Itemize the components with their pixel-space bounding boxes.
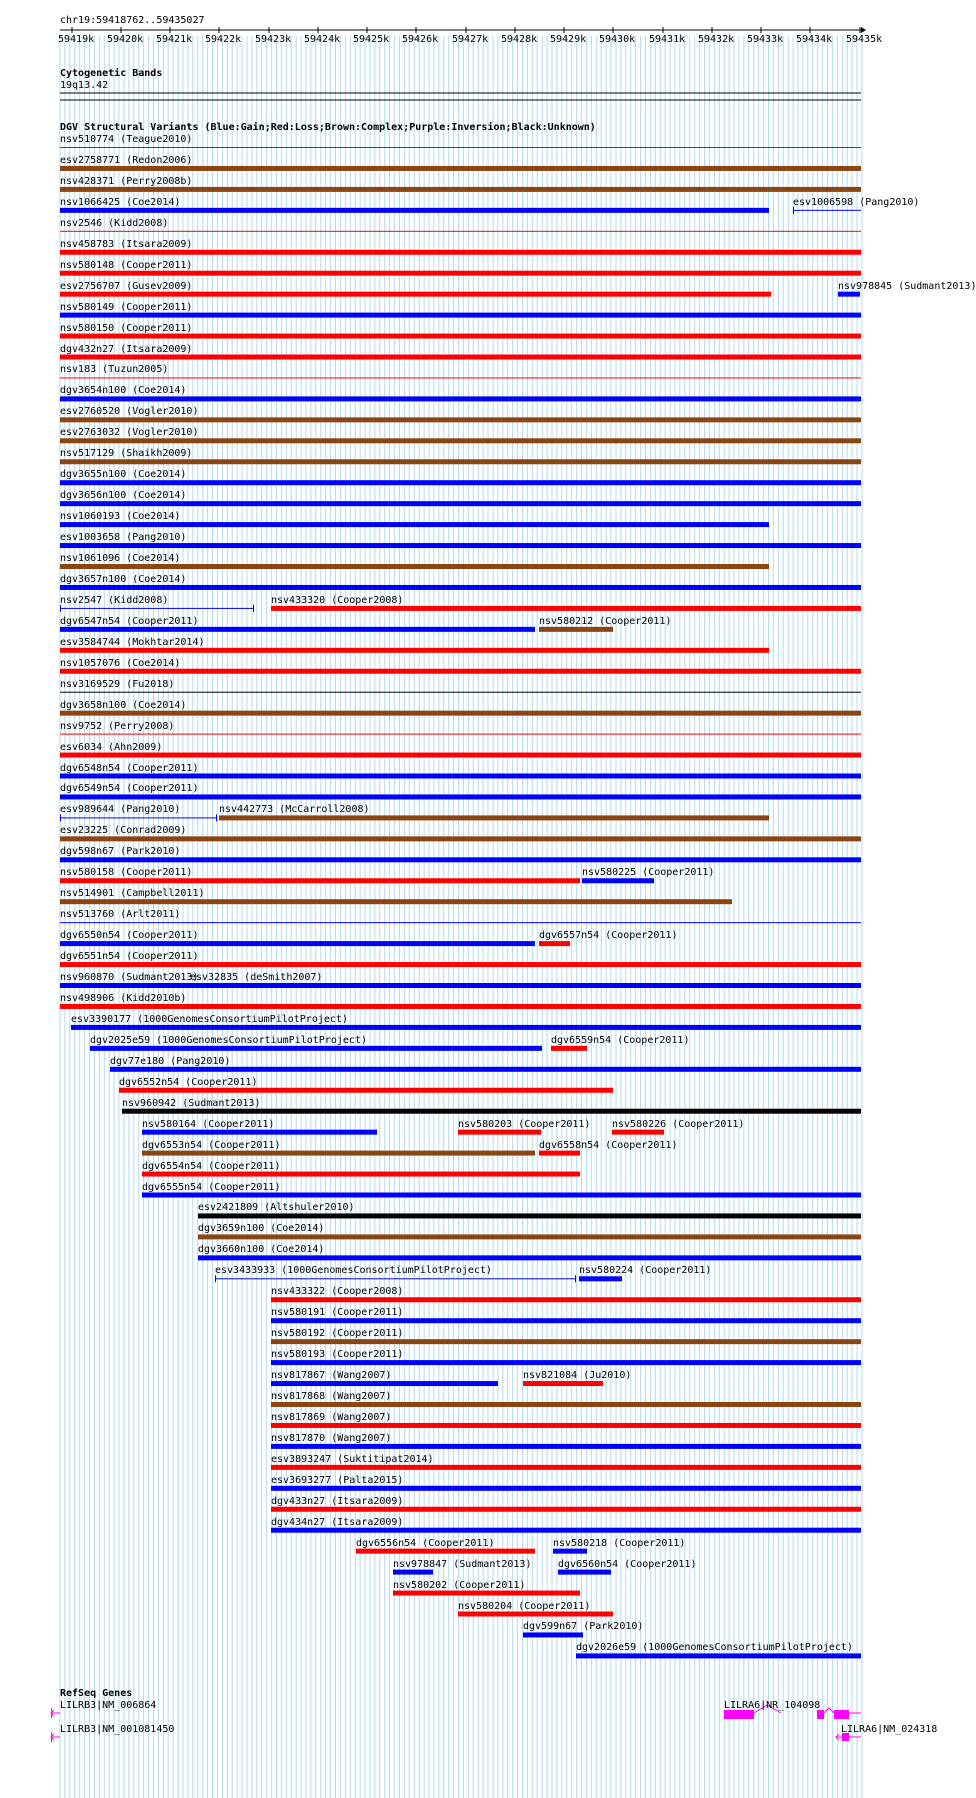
variant-bar (271, 1465, 861, 1470)
variant-bar (60, 983, 190, 988)
variant-label[interactable]: dgv3659n100 (Coe2014) (198, 1223, 325, 1235)
ruler-tick-label: 59427k (452, 34, 489, 45)
variant-end-tick (215, 1275, 216, 1282)
variant-bar (60, 692, 861, 693)
cytoband-label: 19q13.42 (60, 80, 109, 91)
variant-label[interactable]: nsv580193 (Cooper2011) (271, 1349, 404, 1361)
variant-label[interactable]: nsv580218 (Cooper2011) (553, 1537, 686, 1549)
variant-bar (60, 166, 861, 171)
variant-bar (271, 1339, 861, 1344)
variant-label[interactable]: nsv514901 (Campbell2011) (60, 888, 205, 900)
variant-label[interactable]: nsv817867 (Wang2007) (271, 1370, 392, 1382)
variant-label[interactable]: nsv580212 (Cooper2011) (539, 615, 672, 627)
variant-bar (60, 734, 861, 735)
variant-bar (576, 1653, 861, 1658)
variant-bar (60, 438, 861, 443)
variant-label[interactable]: esv2758771 (Redon2006) (60, 154, 193, 166)
variant-label[interactable]: esv2763032 (Vogler2010) (60, 427, 199, 439)
variant-label[interactable]: dgv598n67 (Park2010) (60, 846, 181, 858)
variant-label[interactable]: dgv2026e59 (1000GenomesConsortiumPilotProject) (576, 1642, 853, 1654)
variant-bar (198, 1255, 861, 1260)
variant-bar (198, 1234, 861, 1239)
variant-label[interactable]: dgv3655n100 (Coe2014) (60, 469, 187, 481)
refseq-track-title: RefSeq Genes (60, 1688, 133, 1699)
variant-label[interactable]: nsv513760 (Arlt2011) (60, 909, 181, 921)
variant-bar (582, 878, 654, 883)
variant-end-tick (60, 605, 61, 612)
variant-bar (60, 522, 769, 527)
ruler-tick-label: 59433k (747, 34, 784, 45)
variant-label[interactable]: esv1006598 (Pang2010) (793, 196, 920, 208)
variant-label[interactable]: dgv6548n54 (Cooper2011) (60, 762, 199, 774)
ruler-tick-label: 59434k (796, 34, 833, 45)
ruler-tick-label: 59430k (599, 34, 636, 45)
variant-label[interactable]: dgv6559n54 (Cooper2011) (551, 1034, 690, 1046)
variant-label[interactable]: nsv580224 (Cooper2011) (579, 1265, 712, 1277)
ruler-tick-label: 59420k (107, 34, 144, 45)
ruler-tick-label: 59432k (698, 34, 735, 45)
variant-label[interactable]: dgv6557n54 (Cooper2011) (539, 930, 678, 942)
variant-bar (60, 250, 861, 255)
variant-label[interactable]: nsv2547 (Kidd2008) (60, 594, 169, 606)
variant-end-tick (575, 1275, 576, 1282)
variant-label[interactable]: dgv599n67 (Park2010) (523, 1621, 644, 1633)
variant-bar (271, 1486, 861, 1491)
variant-label[interactable]: nsv580204 (Cooper2011) (458, 1600, 591, 1612)
variant-label[interactable]: nsv817870 (Wang2007) (271, 1432, 392, 1444)
variant-label[interactable]: dgv432n27 (Itsara2009) (60, 343, 193, 355)
variant-bar (558, 1570, 611, 1575)
variant-label[interactable]: nsv3169529 (Fu2018) (60, 678, 175, 690)
variant-bar (60, 564, 769, 569)
variant-label[interactable]: dgv6551n54 (Cooper2011) (60, 951, 199, 963)
variant-bar (60, 669, 861, 674)
variant-bar (539, 1151, 580, 1156)
cytoband-track-title: Cytogenetic Bands (60, 68, 163, 79)
variant-bar (60, 794, 861, 799)
variant-label[interactable]: dgv77e180 (Pang2010) (110, 1055, 231, 1067)
variant-label[interactable]: nsv580202 (Cooper2011) (393, 1579, 526, 1591)
variant-bar (60, 627, 535, 632)
variant-label[interactable]: dgv3656n100 (Coe2014) (60, 490, 187, 502)
variant-label[interactable]: nsv580149 (Cooper2011) (60, 301, 193, 313)
variant-bar (539, 941, 570, 946)
variant-label[interactable]: esv3390177 (1000GenomesConsortiumPilotProject) (71, 1013, 348, 1025)
variant-label[interactable]: dgv6552n54 (Cooper2011) (119, 1076, 258, 1088)
variant-label[interactable]: nsv428371 (Perry2008b) (60, 175, 193, 187)
variant-end-tick (793, 207, 794, 214)
variant-bar (215, 1278, 576, 1279)
ruler-tick-label: 59424k (304, 34, 341, 45)
gene-label[interactable]: LILRB3|NM_006864 (60, 1700, 157, 1711)
variant-bar (60, 774, 861, 779)
position-label: chr19:59418762..59435027 (60, 15, 205, 26)
variant-bar (356, 1549, 535, 1554)
variant-label[interactable]: dgv433n27 (Itsara2009) (271, 1495, 404, 1507)
variant-bar (60, 355, 861, 360)
variant-label[interactable]: nsv817869 (Wang2007) (271, 1411, 392, 1423)
variant-bar (458, 1130, 541, 1135)
variant-label[interactable]: nsv580226 (Cooper2011) (612, 1118, 745, 1130)
gene-exon (51, 1708, 52, 1718)
ruler-tick-label: 59429k (550, 34, 587, 45)
variant-label[interactable]: dgv3654n100 (Coe2014) (60, 385, 187, 397)
variant-bar (60, 941, 535, 946)
variant-bar (60, 292, 771, 297)
variant-label[interactable]: esv23225 (Conrad2009) (60, 825, 187, 837)
variant-bar (60, 459, 861, 464)
variant-bar (60, 878, 580, 883)
variant-bar (60, 608, 254, 609)
variant-bar (271, 1444, 861, 1449)
variant-bar (142, 1193, 861, 1198)
variant-label[interactable]: nsv498906 (Kidd2010b) (60, 992, 187, 1004)
variant-bar (60, 334, 861, 339)
variant-label[interactable]: nsv580164 (Cooper2011) (142, 1118, 275, 1130)
ruler-tick-label: 59428k (501, 34, 538, 45)
variant-label[interactable]: nsv442773 (McCarroll2008) (219, 804, 370, 816)
variant-label[interactable]: esv3893247 (Suktitipat2014) (271, 1453, 434, 1465)
variant-bar (60, 377, 861, 378)
variant-label[interactable]: esv3433933 (1000GenomesConsortiumPilotProject) (215, 1265, 492, 1277)
variant-bar (110, 1067, 861, 1072)
variant-label[interactable]: dgv6553n54 (Cooper2011) (142, 1139, 281, 1151)
variant-bar (579, 1276, 622, 1281)
variant-label[interactable]: nsv9752 (Perry2008) (60, 720, 175, 732)
variant-bar (60, 753, 861, 758)
variant-bar (523, 1632, 583, 1637)
variant-bar (271, 1360, 861, 1365)
variant-bar (60, 711, 861, 716)
variant-bar (60, 962, 861, 967)
gene-exon (51, 1732, 52, 1742)
variant-label[interactable]: dgv6560n54 (Cooper2011) (558, 1558, 697, 1570)
variant-label[interactable]: nsv517129 (Shaikh2009) (60, 448, 193, 460)
variant-bar (393, 1570, 433, 1575)
gene-intron (824, 1708, 834, 1713)
variant-label[interactable]: nsv821084 (Ju2010) (523, 1370, 632, 1382)
variant-label[interactable]: nsv960870 (Sudmant2013) (60, 972, 199, 983)
variant-label[interactable]: dgv6554n54 (Cooper2011) (142, 1160, 281, 1172)
variant-bar (271, 1381, 498, 1386)
ruler-tick-label: 59435k (846, 34, 883, 45)
variant-bar (523, 1381, 603, 1386)
variant-label[interactable]: nsv580148 (Cooper2011) (60, 259, 193, 271)
variant-bar (119, 1088, 613, 1093)
variant-label[interactable]: nsv580192 (Cooper2011) (271, 1328, 404, 1340)
variant-bar (271, 1423, 861, 1428)
variant-bar (60, 187, 861, 192)
variant-label[interactable]: nsv1060193 (Coe2014) (60, 511, 181, 523)
variant-bar (60, 899, 732, 904)
ruler-tick-label: 59425k (353, 34, 390, 45)
variant-bar (190, 983, 861, 988)
variant-bar (60, 543, 861, 548)
variant-label[interactable]: esv6034 (Ahn2009) (60, 741, 163, 753)
variant-bar (142, 1151, 535, 1156)
gene-exon (834, 1710, 849, 1719)
variant-label[interactable]: nsv433320 (Cooper2008) (271, 594, 404, 606)
variant-label[interactable]: esv3693277 (Palta2015) (271, 1474, 404, 1486)
variant-bar (60, 271, 861, 276)
variant-bar (271, 1528, 861, 1533)
variant-label[interactable]: nsv580203 (Cooper2011) (458, 1118, 591, 1130)
variant-label[interactable]: nsv580150 (Cooper2011) (60, 322, 193, 334)
gene-label[interactable]: LILRA6|NR_104098 (724, 1700, 821, 1711)
variant-label[interactable]: dgv6550n54 (Cooper2011) (60, 930, 199, 942)
variant-label[interactable]: esv1003658 (Pang2010) (60, 532, 187, 544)
variant-label[interactable]: nsv458783 (Itsara2009) (60, 238, 193, 250)
variant-bar (271, 1297, 861, 1302)
variant-bar (271, 606, 861, 611)
variant-label[interactable]: esv32835 (deSmith2007) (190, 972, 323, 983)
variant-label[interactable]: nsv580191 (Cooper2011) (271, 1307, 404, 1319)
variant-bar (60, 417, 861, 422)
variant-bar (60, 231, 861, 232)
ruler-tick-label: 59422k (205, 34, 242, 45)
variant-label[interactable]: nsv1057076 (Coe2014) (60, 657, 181, 669)
variant-bar (60, 648, 769, 653)
variant-label[interactable]: dgv2025e59 (1000GenomesConsortiumPilotProject) (90, 1034, 367, 1046)
variant-bar (60, 147, 861, 148)
variant-bar (142, 1172, 580, 1177)
ruler-tick-label: 59419k (58, 34, 95, 45)
variant-label[interactable]: dgv3658n100 (Coe2014) (60, 699, 187, 711)
variant-bar (142, 1130, 377, 1135)
variant-label[interactable]: nsv183 (Tuzun2005) (60, 364, 169, 376)
variant-bar (612, 1130, 664, 1135)
variant-label[interactable]: nsv817868 (Wang2007) (271, 1391, 392, 1402)
variant-label[interactable]: esv2421809 (Altshuler2010) (198, 1202, 355, 1214)
variant-label[interactable]: nsv433322 (Cooper2008) (271, 1286, 404, 1298)
variant-bar (60, 836, 861, 841)
variant-label[interactable]: esv2760520 (Vogler2010) (60, 406, 199, 418)
variant-bar (271, 1318, 861, 1323)
variant-bar (219, 815, 769, 820)
variant-label[interactable]: dgv3657n100 (Coe2014) (60, 573, 187, 585)
variant-label[interactable]: dgv6547n54 (Cooper2011) (60, 615, 199, 627)
variant-label[interactable]: esv2756707 (Gusev2009) (60, 280, 193, 292)
variant-label[interactable]: dgv3660n100 (Coe2014) (198, 1244, 325, 1256)
variant-label[interactable]: nsv510774 (Teague2010) (60, 134, 193, 145)
variant-bar (60, 857, 861, 862)
variant-bar (122, 1109, 861, 1114)
variant-label[interactable]: nsv580158 (Cooper2011) (60, 867, 193, 879)
gene-label[interactable]: LILRB3|NM_001081450 (60, 1724, 175, 1735)
ruler-tick-label: 59431k (649, 34, 686, 45)
ruler-tick-label: 59423k (255, 34, 292, 45)
variant-label[interactable]: nsv1066425 (Coe2014) (60, 196, 181, 208)
variant-label[interactable]: dgv6549n54 (Cooper2011) (60, 783, 199, 795)
variant-label[interactable]: dgv434n27 (Itsara2009) (271, 1516, 404, 1528)
ruler-tick-label: 59421k (156, 34, 193, 45)
variant-label[interactable]: nsv2546 (Kidd2008) (60, 217, 169, 229)
variant-label[interactable]: nsv978845 (Sudmant2013) (838, 280, 976, 292)
variant-end-tick (60, 814, 61, 821)
variant-bar (539, 627, 613, 632)
variant-end-tick (216, 814, 217, 821)
variant-bar (393, 1591, 580, 1596)
variant-bar (71, 1025, 861, 1030)
variant-bar (271, 1402, 861, 1407)
variant-bar (838, 292, 860, 297)
variant-bar (60, 480, 861, 485)
variant-label[interactable]: nsv960942 (Sudmant2013) (122, 1097, 261, 1109)
variant-label[interactable]: dgv6558n54 (Cooper2011) (539, 1139, 678, 1151)
variant-bar (60, 501, 861, 506)
variant-label[interactable]: dgv6556n54 (Cooper2011) (356, 1537, 495, 1549)
variant-bar (60, 817, 217, 818)
variant-bar (198, 1213, 861, 1218)
gene-exon (724, 1710, 754, 1719)
variant-bar (551, 1046, 587, 1051)
gene-label[interactable]: LILRA6|NM_024318 (841, 1724, 938, 1735)
ruler-tick-label: 59426k (402, 34, 439, 45)
variant-bar (60, 585, 861, 590)
variant-bar (458, 1612, 613, 1617)
variant-bar (271, 1507, 861, 1512)
ruler-arrow-icon (861, 27, 866, 33)
variant-label[interactable]: esv989644 (Pang2010) (60, 804, 181, 816)
variant-label[interactable]: dgv6555n54 (Cooper2011) (142, 1181, 281, 1193)
variant-label[interactable]: esv3584744 (Mokhtar2014) (60, 636, 205, 648)
variant-bar (90, 1046, 542, 1051)
variant-bar (60, 313, 861, 318)
gene-exon (817, 1710, 824, 1719)
variant-bar (60, 208, 769, 213)
variant-bar (793, 210, 861, 211)
dgv-track-title: DGV Structural Variants (Blue:Gain;Red:Loss;Brown:Complex;Purple:Inversion;Black:Unknown) (60, 122, 596, 133)
variant-bar (60, 922, 861, 923)
variant-end-tick (253, 605, 254, 612)
variant-label[interactable]: nsv580225 (Cooper2011) (582, 867, 715, 879)
variant-label[interactable]: nsv1061096 (Coe2014) (60, 553, 181, 564)
variant-bar (553, 1549, 587, 1554)
variant-bar (60, 396, 861, 401)
variant-label[interactable]: nsv978847 (Sudmant2013) (393, 1558, 532, 1570)
variant-bar (60, 1004, 861, 1009)
